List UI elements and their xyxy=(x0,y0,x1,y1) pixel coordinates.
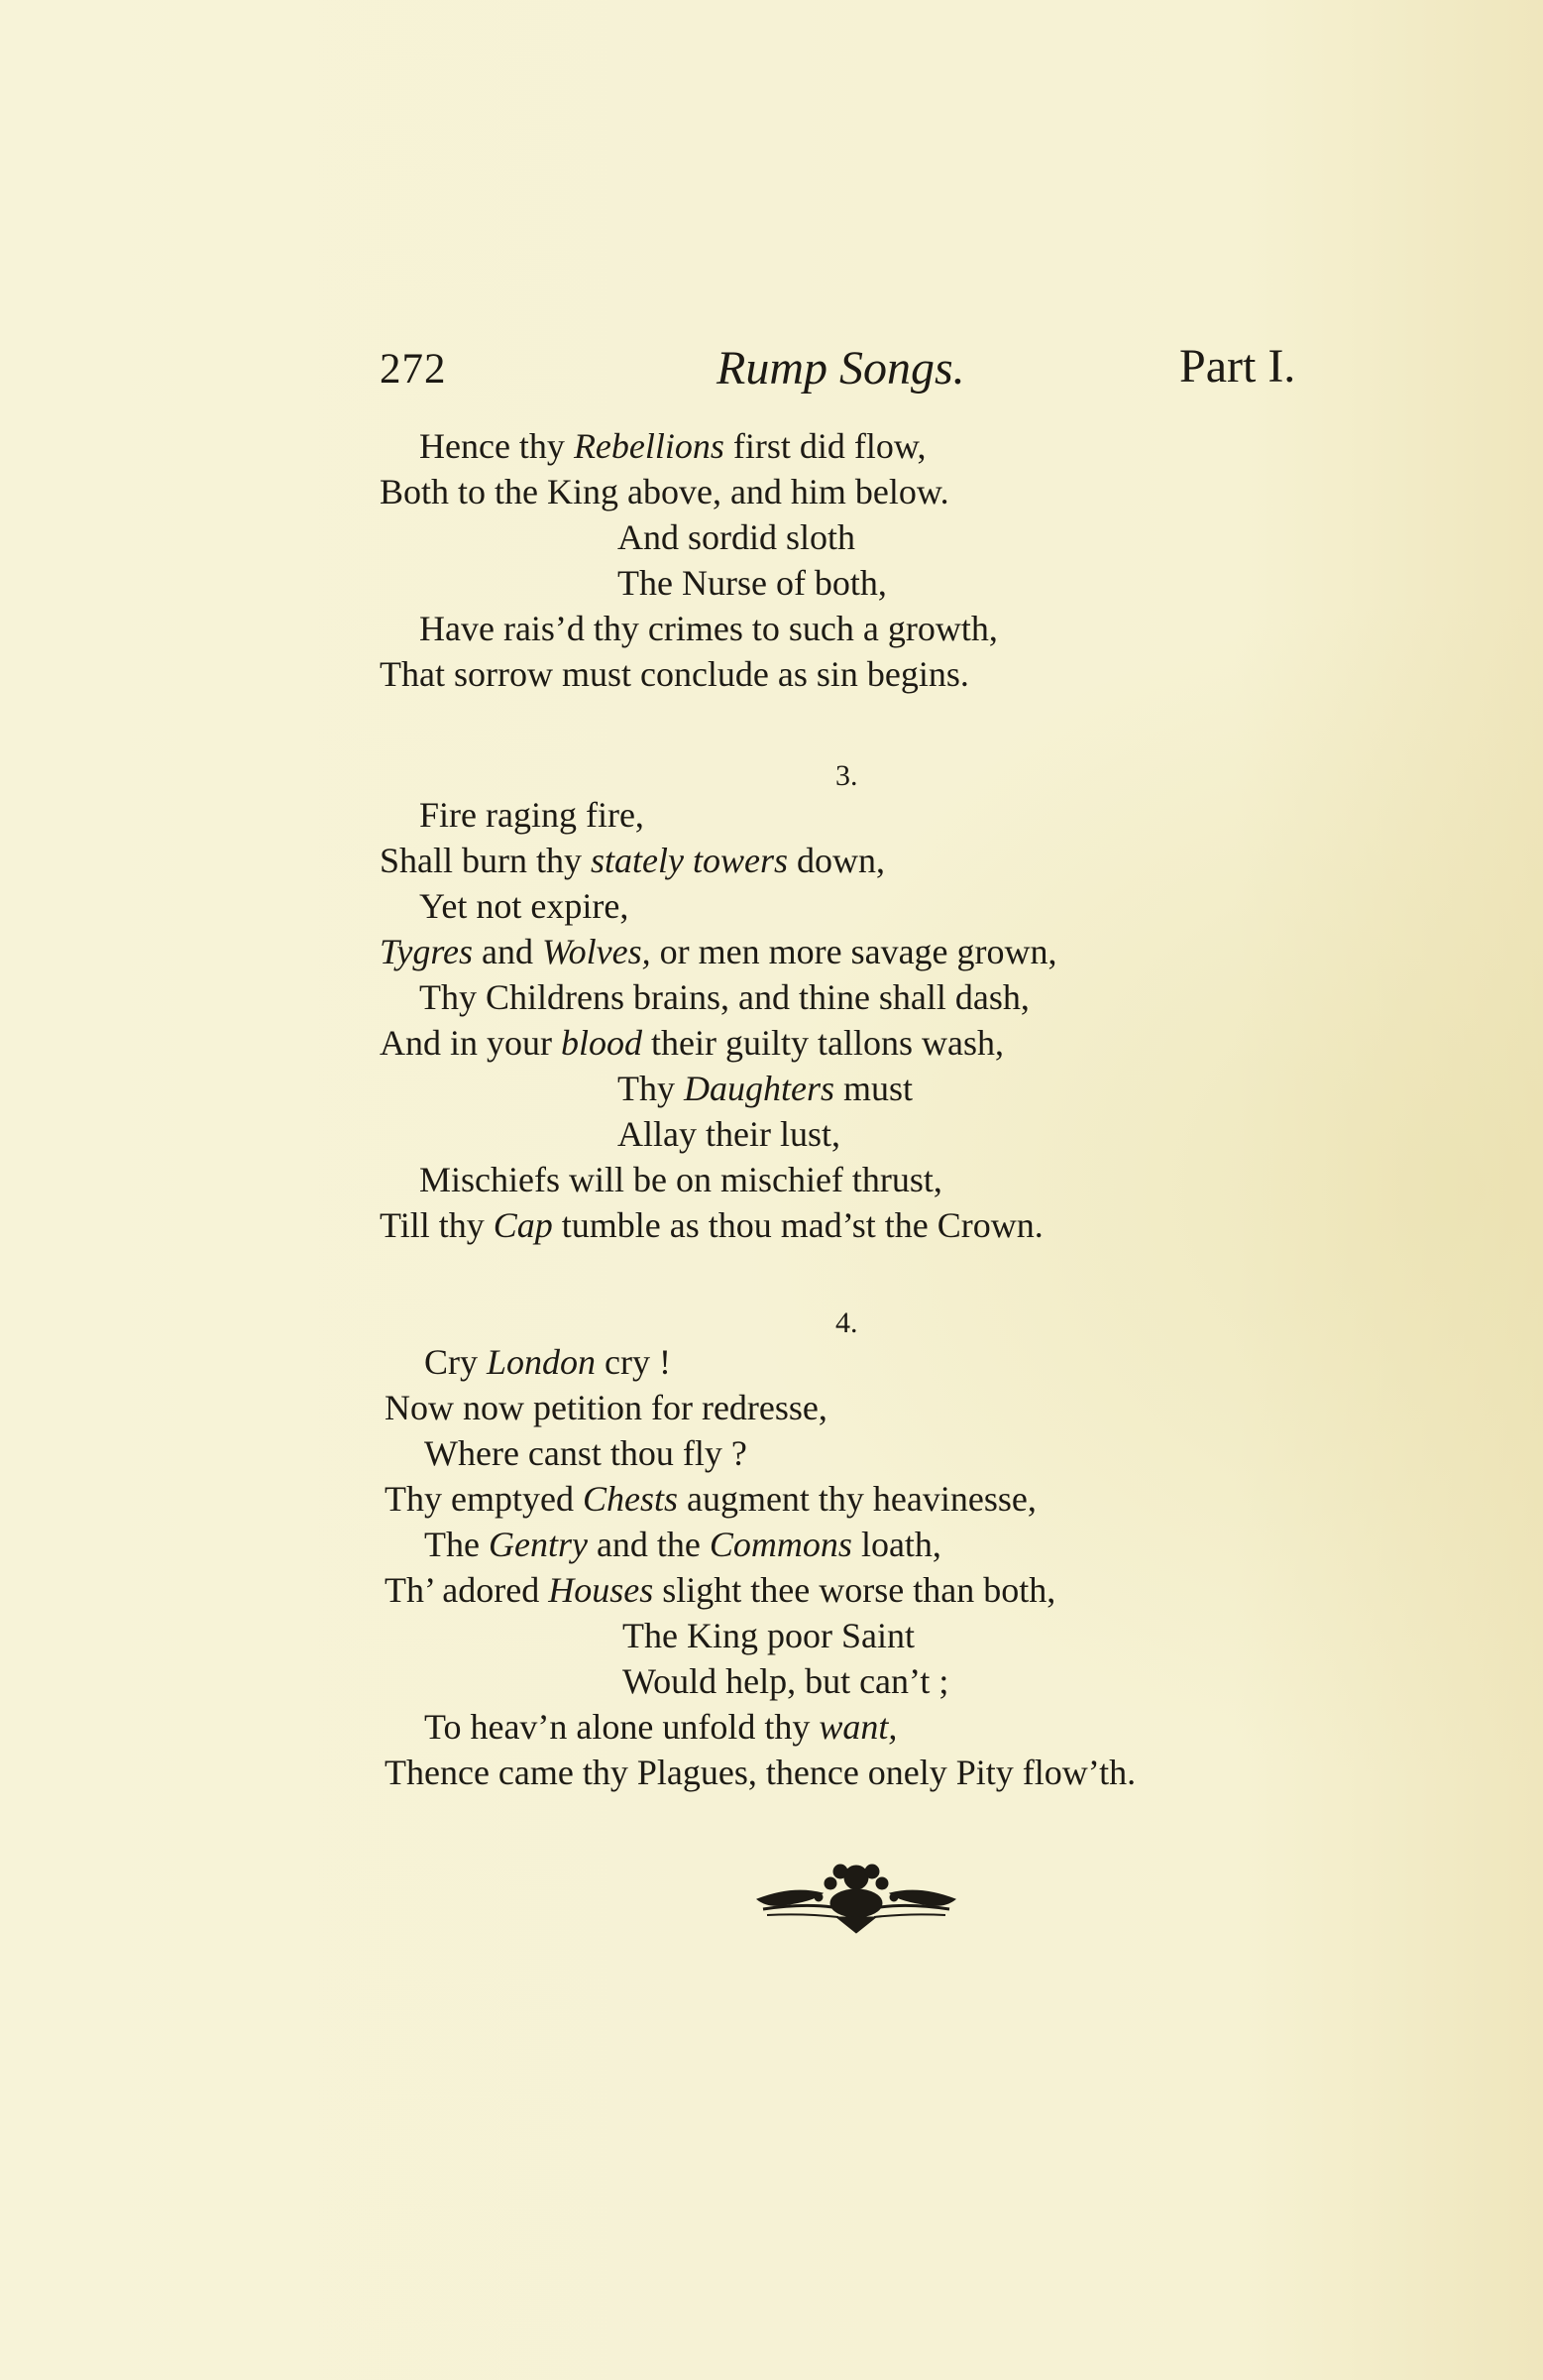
verse-line: Tygres and Wolves, or men more savage grown, xyxy=(380,932,1057,971)
verse-line: The King poor Saint xyxy=(622,1616,915,1655)
italic-emphasis: Cap xyxy=(493,1205,553,1245)
verse-line: Have rais’d thy crimes to such a growth, xyxy=(419,609,998,648)
italic-emphasis: Houses xyxy=(548,1570,654,1610)
part-label: Part I. xyxy=(1179,340,1296,393)
verse-line: Both to the King above, and him below. xyxy=(380,472,949,511)
verse-line: Thy Daughters must xyxy=(617,1069,914,1108)
verse-line: Yet not expire, xyxy=(419,886,629,926)
verse-line: To heav’n alone unfold thy want, xyxy=(424,1707,898,1747)
stanza-number: 3. xyxy=(835,759,858,792)
italic-emphasis: London xyxy=(487,1342,597,1382)
italic-emphasis: Commons xyxy=(709,1525,852,1564)
verse-line: That sorrow must conclude as sin begins. xyxy=(380,654,969,694)
verse-line: And in your blood their guilty tallons wash, xyxy=(380,1023,1004,1063)
italic-emphasis: Gentry xyxy=(488,1525,588,1564)
verse-line: Mischiefs will be on mischief thrust, xyxy=(419,1160,942,1199)
page-number: 272 xyxy=(380,346,447,393)
verse-line: Th’ adored Houses slight thee worse than both, xyxy=(385,1570,1056,1610)
italic-emphasis: want, xyxy=(819,1707,898,1747)
verse-line: Cry London cry ! xyxy=(424,1342,671,1382)
verse-line: Fire raging fire, xyxy=(419,795,644,835)
verse-line: The Nurse of both, xyxy=(617,563,887,603)
italic-emphasis: Chests xyxy=(582,1479,678,1519)
verse-line: Now now petition for redresse, xyxy=(385,1388,827,1427)
verse-line: Thence came thy Plagues, thence onely Pity flow’th. xyxy=(385,1753,1137,1792)
running-title: Rump Songs. xyxy=(716,342,965,395)
verse-line: Allay their lust, xyxy=(617,1114,840,1154)
italic-emphasis: Daughters xyxy=(684,1069,834,1108)
stanza-number: 4. xyxy=(835,1306,858,1339)
verse-line: Till thy Cap tumble as thou mad’st the Crown. xyxy=(380,1205,1044,1245)
verse-line: Shall burn thy stately towers down, xyxy=(380,841,885,880)
italic-emphasis: blood xyxy=(561,1023,643,1063)
verse-line: Thy emptyed Chests augment thy heavinesse, xyxy=(385,1479,1037,1519)
verse-line: The Gentry and the Commons loath, xyxy=(424,1525,941,1564)
verse-line: And sordid sloth xyxy=(617,517,856,557)
running-header xyxy=(0,340,1543,404)
verse-line: Thy Childrens brains, and thine shall dash, xyxy=(419,977,1030,1017)
italic-emphasis: stately towers xyxy=(591,841,788,880)
floral-ornament-icon xyxy=(753,1856,959,1935)
italic-emphasis: Rebellions xyxy=(573,426,724,466)
italic-emphasis: Wolves, xyxy=(541,932,651,971)
verse-line: Hence thy Rebellions first did flow, xyxy=(419,426,927,466)
italic-emphasis: Tygres xyxy=(380,932,473,971)
verse-line: Would help, but can’t ; xyxy=(622,1661,949,1701)
verse-line: Where canst thou fly ? xyxy=(424,1433,747,1473)
